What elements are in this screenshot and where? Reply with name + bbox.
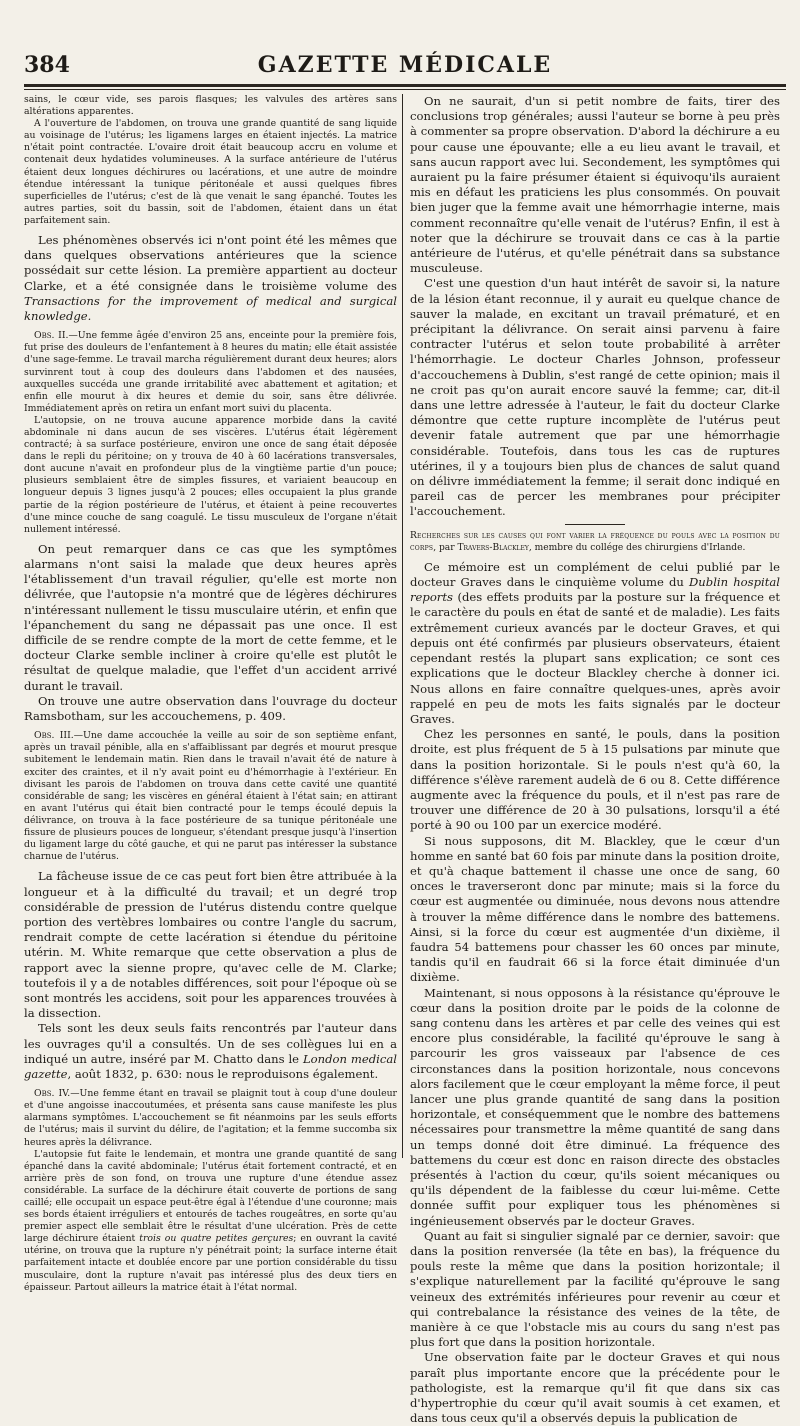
- right-paragraph-3-text-a: Ce mémoire est un complément de celui publié par le docteur Graves dans le cinquième volume du: [410, 559, 780, 590]
- left-paragraph-7: On trouve une autre observation dans l'ouvrage du docteur Ramsbotham, sur les accouchemens, p. 409.: [24, 693, 397, 724]
- observation-4-text: —Une femme étant en travail se plaignit tout à coup d'une douleur et d'une angoisse inaccoutumées, et présenta sans cause manifeste les plus alarmans symptômes. L'accouchement se fit néanmoins par les seuls efforts de l'utérus; mais il survint du délire, de l'agitation; et la femme succomba six heures après la délivrance.: [24, 1088, 397, 1148]
- transactions-title: Transactions for the improvement of medical and surgical knowledge.: [24, 293, 397, 324]
- left-paragraph-10: [24, 1021, 397, 1082]
- left-paragraph-1: sains, le cœur vide, ses parois flasques; les valvules des artères sans altérations apparentes.: [24, 94, 397, 118]
- observation-3-text: —Une dame accouchée la veille au soir de son septième enfant, après un travail pénible, alla en s'affaiblissant par degrés et mourut presque subitement le lendemain matin. Rien dans le travail n'avait été de nature à exciter des craintes, et il n'y avait point eu d'hémorrhagie à l'extérieur. En divisant les parois de l'abdomen on trouva dans cette cavité une quantité considérable de sang; les viscères en général étaient à l'état sain; en attirant en avant l'utérus qui était bien contracté pour le temps écoulé depuis la délivrance, on trouva à la face postérieure de sa tunique péritonéale une fissure de plusieurs pouces de longueur, s'étendant presque jusqu'à l'insertion du ligament large du côté gauche, et qui ne parut pas intéresser la substance charnue de l'utérus.: [24, 730, 397, 863]
- observation-2-text: —Une femme âgée d'environ 25 ans, enceinte pour la première fois, fut prise des douleurs de l'enfantement à 8 heures du matin; elle était assistée d'une sage-femme. Le travail marcha régulièrement durant deux heures; alors survinrent tout à coup des douleurs dans l'abdomen et des nausées, auxquelles succéda une grande irritabilité avec abattement et agitation; et enfin elle mourut à dix heures et demie du soir, sans être délivrée. Immédiatement après on retira un enfant mort suivi du placenta.: [24, 330, 397, 414]
- left-paragraph-3: [24, 233, 397, 324]
- left-paragraph-9: La fâcheuse issue de ce cas peut fort bien être attribuée à la longueur et à la difficulté du travail; et un degré trop considérable de pression de l'utérus distendu contre quelque portion des vertèbres lombaires ou contre l'angle du sacrum, rendrait compte de cette lacération si étendue du péritoine utérin. M. White remarque que cette observation a plus de rapport avec la sienne propre, qu'avec celle de M. Clarke; toutefois il y a de notables différences, soit pour l'époque où se sont montrés les accidens, soit pour les apparences trouvées à la dissection.: [24, 869, 397, 1021]
- right-paragraph-3: [410, 560, 780, 727]
- column-divider: [402, 94, 403, 1158]
- london-gazette-title: London medical gazette: [24, 1051, 397, 1081]
- gercures-phrase: trois ou quatre petites gerçures: [139, 1233, 294, 1245]
- left-paragraph-10-text-b: , août 1832, p. 630: nous le reproduisons également.: [67, 1066, 379, 1081]
- left-paragraph-12: [24, 1149, 397, 1294]
- right-paragraph-3-text-b: (des effets produits par la posture sur la fréquence et le caractère du pouls en état de santé et de maladie). Les faits extrêmement curieux avancés par le docteur Graves, et qui depuis ont été confirmés par plusieurs observateurs, étaient cependant restés la plupart sans explication; ce sont ces explications que le docteur Blackley cherche à donner ici. Nous allons en faire connaître quelques-unes, après avoir rappelé en peu de mots les faits signalés par le docteur Graves.: [410, 590, 780, 726]
- left-column: [24, 94, 397, 1293]
- section-title: [410, 530, 780, 555]
- left-paragraph-12-text-b: ; en ouvrant la cavité utérine, on trouva que la rupture n'y pénétrait point; la surface interne était parfaitement intacte et doublée encore par une portion considérable du tissu musculaire, dont la rupture n'avait pas intéressé plus des deux tiers en épaisseur. Partout ailleurs la matrice était à l'état normal.: [24, 1233, 397, 1293]
- left-paragraph-6: On peut remarquer dans ce cas que les symptômes alarmans n'ont saisi la malade que deux heures après l'établissement d'un travail régulier, qu'elle est morte non délivrée, que l'autopsie n'a montré que de légères déchirures n'intéressant nullement le tissu musculaire utérin, et enfin que l'épanchement du sang ne dépassait pas une once. Il est difficile de se rendre compte de la mort de cette femme, et le docteur Clarke semble incliner à croire qu'elle est plutôt le résultat de quelque maladie, que l'effet d'un accident arrivé durant le travail.: [24, 541, 397, 693]
- section-by: , par: [433, 543, 458, 554]
- right-column: [410, 94, 780, 1426]
- right-paragraph-6: Maintenant, si nous opposons à la résistance qu'éprouve le cœur dans la position droite par le poids de la colonne de sang contenu dans les artères et par celle des veines qui est encore plus considérable, la facilité qu'éprouve le sang à parcourir les gros vaisseaux par l'absence de ces circonstances dans la position horizontale, nous concevons alors facilement que le cœur employant la même force, il peut lancer une plus grande quantité de sang dans la position horizontale, et conséquemment que le nombre des battemens nécessaires pour transmettre la même quantité de sang dans un temps donné doit être diminué. La fréquence des battemens du cœur est donc en raison directe des obstacles présentés à l'action du cœur, qu'ils soient mécaniques ou qu'ils dépendent de la faiblesse du cœur lui-même. Cette donnée suffit pour expliquer tous les phénomènes si ingénieusement observés par le docteur Graves.: [410, 985, 780, 1228]
- right-paragraph-7: Quant au fait si singulier signalé par ce dernier, savoir: que dans la position renversée (la tête en bas), la fréquence du pouls reste la même que dans la position horizontale; il s'explique naturellement par la facilité qu'éprouve le sang veineux des extrémités inférieures pour revenir au cœur et qui contrebalance la résistance des veines de la tête, de manière à ce que l'obstacle mis au cours du sang n'est pas plus fort que dans la position horizontale.: [410, 1228, 780, 1350]
- observation-2: [24, 330, 397, 415]
- running-title: GAZETTE MÉDICALE: [257, 52, 553, 78]
- observation-2-label: Obs. II.: [34, 330, 69, 342]
- left-paragraph-5: L'autopsie, on ne trouva aucune apparence morbide dans la cavité abdominale ni dans aucun de ses viscères. L'utérus était légèrement contracté; à sa surface postérieure, environ une once de sang était déposée dans le repli du péritoine; on y trouva de 40 à 60 lacérations transversales, dont aucune n'avait en profondeur plus de la vingtième partie d'un pouce; plusieurs semblaient être de simples fissures, et variaient beaucoup en longueur depuis 3 lignes jusqu'à 2 pouces; elles occupaient la plus grande partie de la région postérieure de l'utérus, et étaient à peine recouvertes d'une mince couche de sang coagulé. Le tissu musculeux de l'organe n'était nullement intéressé.: [24, 414, 397, 535]
- header-rule-thick: [24, 84, 786, 87]
- page-number: 384: [24, 52, 70, 78]
- right-paragraph-2: C'est une question d'un haut intérêt de savoir si, la nature de la lésion étant reconnue, il y aurait eu quelque chance de sauver la malade, en excitant un travail prématuré, et en précipitant la délivrance. On serait ainsi parvenu à faire contracter l'utérus et selon toute probabilité à arrêter l'hémorrhagie. Le docteur Charles Johnson, professeur d'accouchemens à Dublin, s'est rangé de cette opinion; mais il ne croit pas qu'on aurait encore sauvé la femme; car, dit-il dans une lettre adressée à l'auteur, le fait du docteur Clarke démontre que cette rupture incomplète de l'utérus peut devenir fatale autrement que par une hémorrhagie considérable. Toutefois, dans tous les cas de ruptures utérines, il y a toujours bien plus de chances de salut quand on délivre immédiatement la femme; il serait donc indiqué en pareil cas de percer les membranes pour précipiter l'accouchement.: [410, 276, 780, 519]
- right-paragraph-8: Une observation faite par le docteur Graves et qui nous paraît plus importante encore que la précédente pour le pathologiste, est la remarque qu'il fit que dans six cas d'hypertrophie du cœur qu'il avait soumis à cet examen, et dans tous ceux qu'il a observés depuis la publication de: [410, 1350, 780, 1426]
- dublin-reports-title: Dublin hospital reports: [410, 575, 780, 605]
- left-paragraph-12-text-a: L'autopsie fut faite le lendemain, et montra une grande quantité de sang épanché dans la cavité abdominale; l'utérus était fortement contracté, et en arrière près de son fond, on trouva une rupture d'une étendue assez considérable. La surface de la déchirure était couverte de portions de sang caillé; elle occupait un espace peut-être égal à l'étendue d'une couronne; mais ses bords étaient irréguliers et entourés de taches rougeâtres, en sorte qu'au premier aspect elle semblait être le résultat d'une ulcération. Près de cette large déchirure étaient: [24, 1148, 397, 1245]
- section-affiliation: , membre du collége des chirurgiens d'Irlande.: [528, 543, 746, 554]
- section-heading: Recherches sur les causes qui font varier la fréquence du pouls avec la position du corps: [410, 530, 780, 554]
- page-header: [24, 48, 786, 88]
- right-paragraph-4: Chez les personnes en santé, le pouls, dans la position droite, est plus fréquent de 5 à 15 pulsations par minute que dans la position horizontale. Si le pouls n'est qu'à 60, la différence s'élève rarement audelà de 6 ou 8. Cette différence augmente avec la fréquence du pouls, et il n'est pas rare de trouver une différence de 20 à 30 pulsations, lorsqu'il a été porté à 90 ou 100 par un exercice modéré.: [410, 727, 780, 833]
- observation-3-label: Obs. III.: [34, 730, 74, 742]
- observation-3: [24, 730, 397, 863]
- header-rule-thin: [24, 89, 786, 90]
- left-paragraph-2: A l'ouverture de l'abdomen, on trouva une grande quantité de sang liquide au voisinage de l'utérus; les ligamens larges en étaient injectés. La matrice n'était point contractée. L'ovaire droit était beaucoup accru en volume et contenait deux hydatides volumineuses. A la surface antérieure de l'utérus étaient deux longues déchirures ou lacérations, et une autre de moindre étendue intéressant la tunique péritonéale et aussi quelques fibres superficielles de l'utérus; c'est de là que venait le sang épanché. Toutes les autres parties, soit du bassin, soit de l'abdomen, étaient dans un état parfaitement sain.: [24, 118, 397, 226]
- right-paragraph-1: On ne saurait, d'un si petit nombre de faits, tirer des conclusions trop générales; aussi l'auteur se borne à peu près à commenter sa propre observation. D'abord la déchirure a eu pour cause une épouvante; elle a eu lieu avant le travail, et sans aucun rapport avec lui. Secondement, les symptômes qui auraient pu la faire présumer étaient si équivoqu'ils auraient mis en défaut les praticiens les plus consommés. On pouvait bien juger que la femme avait une hémorrhagie interne, mais comment reconnaître qu'elle venait de l'utérus? Enfin, il est à noter que la déchirure se trouvait dans ce cas à la partie antérieure de l'utérus, et qu'elle pénétrait dans sa substance musculeuse.: [410, 94, 780, 276]
- left-paragraph-3-text: Les phénomènes observés ici n'ont point été les mêmes que dans quelques observations antérieures que la science possédait sur cette lésion. La première appartient au docteur Clarke, et a été consignée dans le troisième volume des: [24, 233, 397, 293]
- section-author: Travers-Blackley: [457, 543, 529, 554]
- right-paragraph-5: Si nous supposons, dit M. Blackley, que le cœur d'un homme en santé bat 60 fois par minute dans la position droite, et qu'à chaque battement il chasse une once de sang, 60 onces le traverseront donc par minute; mais si la force du cœur est augmentée ou diminuée, nous devons nous attendre à trouver la même différence dans le nombre des battemens. Ainsi, si la force du cœur est augmentée d'un dixième, il faudra 54 battemens pour chasser les 60 onces par minute, tandis qu'il en faudrait 66 si la force était diminuée d'un dixième.: [410, 833, 780, 985]
- section-divider: [565, 524, 625, 525]
- observation-4: [24, 1088, 397, 1148]
- left-paragraph-10-text-a: Tels sont les deux seuls faits rencontrés par l'auteur dans les ouvrages qu'il a consultés. Un de ses collègues lui en a indiqué un autre, inséré par M. Chatto dans le: [24, 1021, 397, 1066]
- observation-4-label: Obs. IV.: [34, 1088, 71, 1100]
